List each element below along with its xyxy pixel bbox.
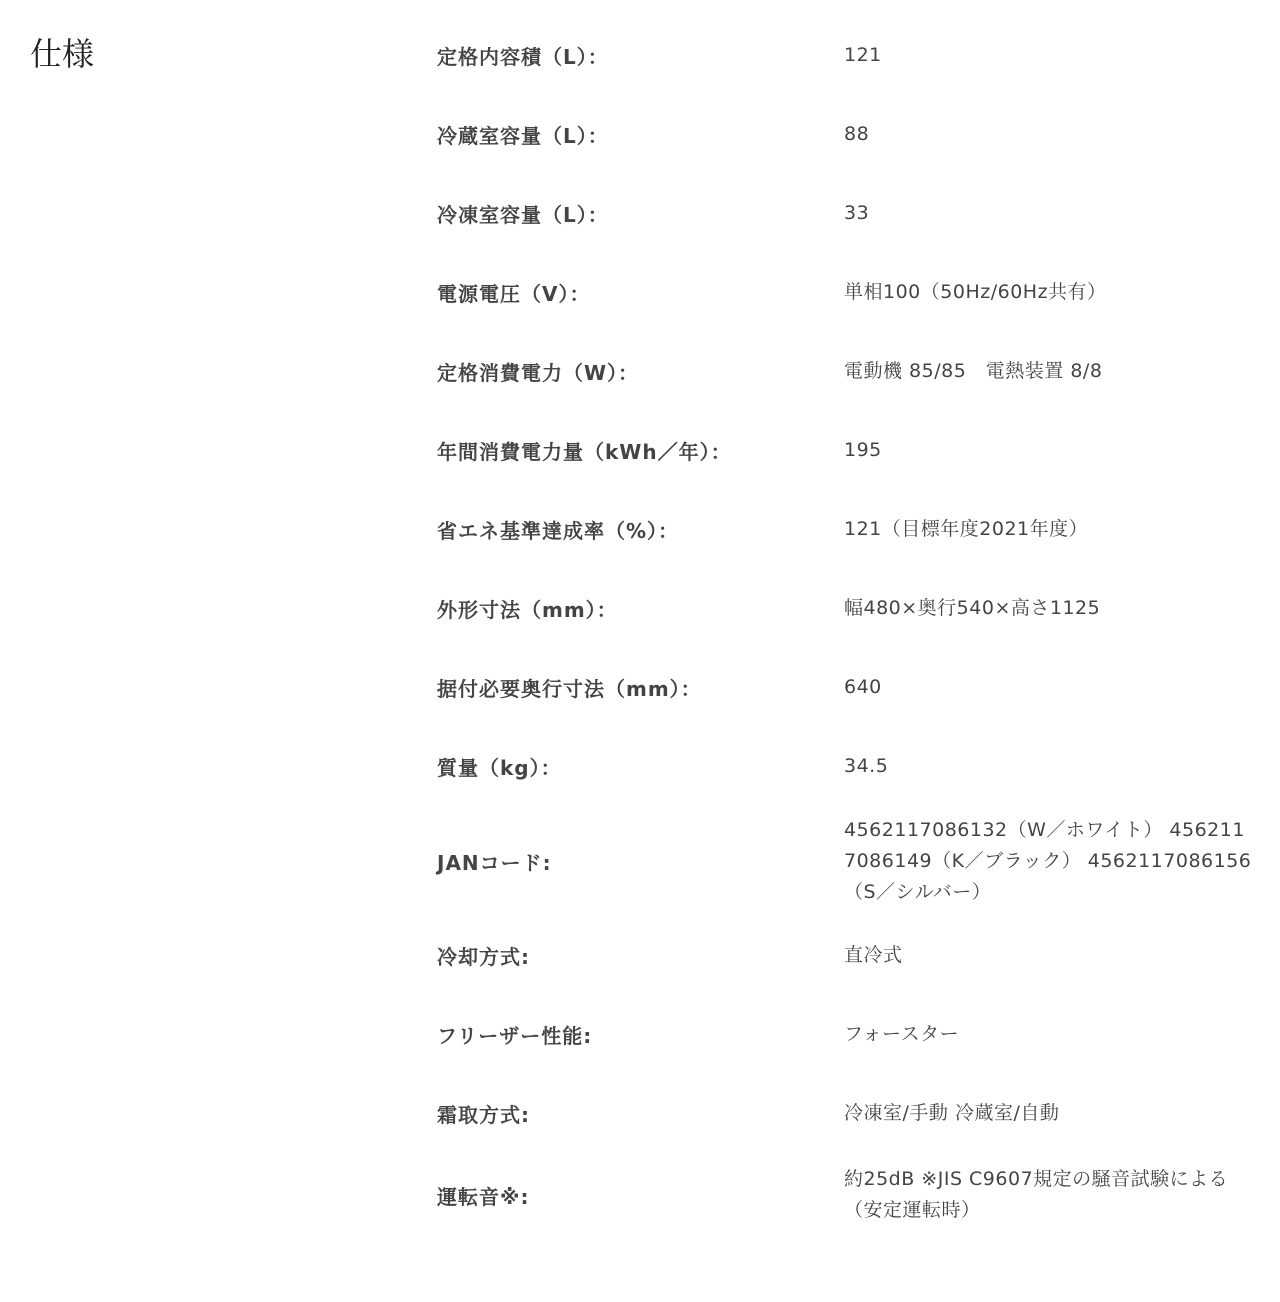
spec-value: 33 — [844, 202, 870, 224]
spec-label: 据付必要奥行寸法（mm）： — [437, 677, 702, 701]
spec-row-dimensions — [437, 569, 1257, 648]
spec-value: 直冷式 — [844, 944, 903, 966]
spec-value: 121（目標年度2021年度） — [844, 518, 1089, 540]
spec-row-cooling-method — [437, 916, 1257, 995]
spec-row-noise — [437, 1153, 1257, 1237]
spec-value: 88 — [844, 123, 870, 145]
spec-row-annual-power — [437, 411, 1257, 490]
spec-row-voltage — [437, 253, 1257, 332]
spec-row-energy-rate — [437, 490, 1257, 569]
spec-label: 省エネ基準達成率（%）： — [437, 519, 680, 543]
spec-row-jan-code — [437, 806, 1257, 916]
spec-row-freezer-capacity — [437, 174, 1257, 253]
spec-row-weight — [437, 727, 1257, 806]
spec-row-rated-power — [437, 332, 1257, 411]
spec-value: 約25dB ※JIS C9607規定の騒音試験による（安定運転時） — [844, 1168, 1229, 1221]
spec-value: 電動機 85/85 電熱装置 8/8 — [844, 360, 1103, 382]
spec-value: フォースター — [844, 1023, 960, 1045]
spec-value: 195 — [844, 439, 882, 461]
spec-label: 運転音※: — [437, 1184, 530, 1209]
spec-value: 4562117086132（W／ホワイト） 4562117086149（K／ブラック） 4562117086156（S／シルバー） — [844, 818, 1252, 903]
spec-value: 640 — [844, 676, 882, 698]
spec-table — [437, 16, 1257, 1237]
spec-row-fridge-capacity — [437, 95, 1257, 174]
spec-row-freezer-rating — [437, 995, 1257, 1074]
spec-label: 冷凍室容量（L）： — [437, 203, 609, 227]
spec-label: 定格内容積（L）： — [437, 45, 609, 69]
spec-label: 冷却方式: — [437, 945, 530, 969]
spec-label: 年間消費電力量（kWh／年）： — [437, 440, 732, 464]
spec-label: 電源電圧（V）： — [437, 282, 591, 306]
spec-value: 幅480×奥行540×高さ1125 — [844, 597, 1101, 619]
spec-value: 冷凍室/手動 冷蔵室/自動 — [844, 1102, 1060, 1124]
spec-row-defrost-method — [437, 1074, 1257, 1153]
spec-label: 冷蔵室容量（L）： — [437, 124, 609, 148]
spec-value: 121 — [844, 44, 882, 66]
spec-label: 霜取方式: — [437, 1103, 530, 1127]
spec-label: JANコード: — [437, 850, 552, 875]
section-title: 仕様 — [30, 35, 95, 73]
spec-label: 定格消費電力（W）： — [437, 361, 640, 385]
spec-value: 34.5 — [844, 755, 889, 777]
spec-label: フリーザー性能: — [437, 1024, 593, 1048]
spec-label: 質量（kg）： — [437, 756, 562, 780]
spec-row-install-depth — [437, 648, 1257, 727]
spec-row-rated-capacity — [437, 16, 1257, 95]
spec-value: 単相100（50Hz/60Hz共有） — [844, 281, 1107, 303]
spec-label: 外形寸法（mm）： — [437, 598, 618, 622]
